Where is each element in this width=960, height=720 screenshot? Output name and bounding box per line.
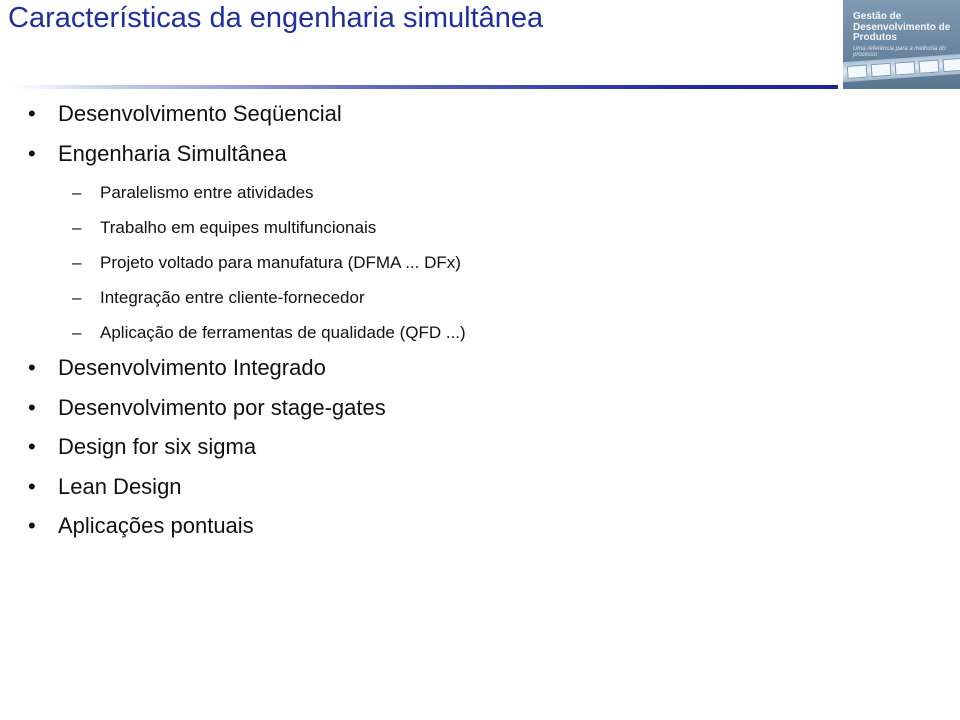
title-divider	[12, 85, 838, 89]
sub-bullet-text: Integração entre cliente-fornecedor	[100, 288, 365, 307]
bullet-marker: •	[28, 434, 36, 459]
sub-bullet-text: Aplicação de ferramentas de qualidade (QFD ...)	[100, 323, 466, 342]
sub-bullet-text: Trabalho em equipes multifuncionais	[100, 218, 377, 237]
bullet-text: Desenvolvimento Seqüencial	[58, 101, 342, 126]
sub-bullet-text: Projeto voltado para manufatura (DFMA ... DFx)	[100, 253, 461, 272]
bullet-item	[0, 136, 960, 176]
dash-marker: –	[72, 323, 82, 342]
dash-marker: –	[72, 218, 82, 237]
bullet-marker: •	[28, 101, 36, 126]
logo-line-1: Gestão de	[853, 11, 902, 22]
bullet-item	[0, 429, 960, 469]
logo-text	[853, 12, 960, 58]
bullet-text: Aplicações pontuais	[58, 513, 254, 538]
dash-marker: –	[72, 253, 82, 272]
bullet-item	[0, 469, 960, 509]
bullet-item	[0, 390, 960, 430]
bullet-item	[0, 350, 960, 390]
bullet-text: Engenharia Simultânea	[58, 140, 287, 166]
bullet-item	[0, 508, 960, 548]
sub-bullet-item	[0, 280, 960, 315]
sub-bullet-item	[0, 175, 960, 210]
bullet-text: Lean Design	[58, 473, 182, 499]
bullet-marker: •	[28, 473, 36, 499]
bullet-text: Desenvolvimento por stage-gates	[58, 394, 386, 420]
slide-title: Características da engenharia simultânea	[8, 2, 544, 34]
sub-bullet-item	[0, 315, 960, 350]
bullet-marker: •	[28, 355, 36, 380]
logo-line-3: Uma referência para a melhoria do processo	[853, 45, 946, 58]
bullet-text: Design for six sigma	[58, 434, 257, 459]
bullet-marker: •	[28, 394, 36, 420]
bullet-item	[0, 96, 960, 136]
bullet-list	[0, 96, 960, 548]
bullet-text: Desenvolvimento Integrado	[58, 355, 326, 380]
book-cover-logo	[843, 0, 960, 89]
bullet-marker: •	[28, 140, 36, 166]
sub-bullet-item	[0, 210, 960, 245]
sub-bullet-item	[0, 245, 960, 280]
logo-line-2: Desenvolvimento de Produtos	[853, 21, 951, 43]
dash-marker: –	[72, 183, 82, 202]
dash-marker: –	[72, 288, 82, 307]
bullet-marker: •	[28, 513, 36, 538]
sub-bullet-text: Paralelismo entre atividades	[100, 183, 314, 202]
